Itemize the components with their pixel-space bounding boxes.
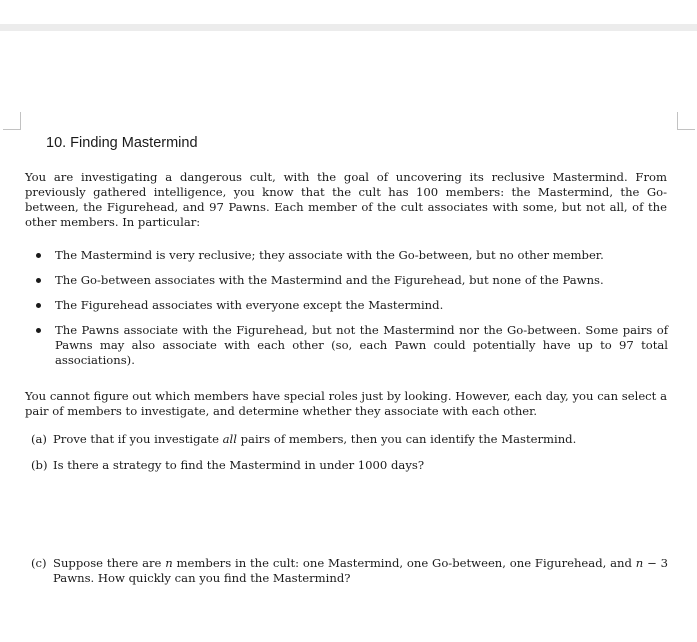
bullet-text: The Pawns associate with the Figurehead, but not the Mastermind nor the Go-between. Some pairs of Pawns may also associate with each other (so, each Pawn could potentially have up to 97 total associations). bbox=[55, 323, 668, 367]
bullet-text: The Figurehead associates with everyone except the Mastermind. bbox=[55, 298, 444, 312]
question-text-part: members in the cult: one Mastermind, one Go-between, one Figurehead, and bbox=[172, 556, 636, 570]
rules-list bbox=[36, 248, 668, 378]
question-text: Is there a strategy to find the Mastermind in under 1000 days? bbox=[53, 458, 425, 472]
top-strip bbox=[0, 24, 697, 31]
math-variable: n bbox=[635, 556, 644, 570]
investigation-paragraph: You cannot figure out which members have special roles just by looking. However, each day, you can select a pair of members to investigate, and determine whether they associate with each other. bbox=[25, 389, 667, 418]
question-text bbox=[31, 556, 668, 586]
page-corner-mark-right bbox=[677, 112, 695, 130]
question-label: (a) bbox=[31, 432, 47, 446]
question-label: (c) bbox=[31, 556, 47, 570]
bullet-icon bbox=[36, 253, 41, 258]
bullet-text: The Go-between associates with the Mastermind and the Figurehead, but none of the Pawns. bbox=[55, 273, 604, 287]
bullet-text: The Mastermind is very reclusive; they associate with the Go-between, but no other member. bbox=[55, 248, 604, 262]
question-b bbox=[31, 458, 668, 473]
math-variable: n bbox=[165, 556, 173, 570]
list-item bbox=[36, 323, 668, 368]
intro-paragraph: You are investigating a dangerous cult, with the goal of uncovering its reclusive Mastermind. From previously gathered intelligence, you know that the cult has 100 members: the Mastermind, the Go-between, the Figurehead, and 97 Pawns. Each member of the cult associates with some, but not all, of the other members. In particular: bbox=[25, 170, 667, 229]
bullet-icon bbox=[36, 328, 41, 333]
bullet-icon bbox=[36, 278, 41, 283]
problem-heading: 10. Finding Mastermind bbox=[46, 135, 198, 151]
question-c bbox=[31, 556, 668, 586]
question-text-part: − 3 Pawns. How quickly can you find the Mastermind? bbox=[53, 556, 669, 585]
question-text bbox=[31, 432, 668, 447]
question-emphasis: all bbox=[222, 432, 237, 446]
list-item bbox=[36, 248, 668, 263]
question-a bbox=[31, 432, 668, 447]
top-bar bbox=[0, 0, 697, 24]
page-corner-mark-left bbox=[3, 112, 21, 130]
question-text-part: Suppose there are bbox=[53, 556, 166, 570]
question-label: (b) bbox=[31, 458, 48, 472]
list-item bbox=[36, 273, 668, 288]
question-text-start: Prove that if you investigate bbox=[53, 432, 223, 446]
list-item bbox=[36, 298, 668, 313]
bullet-icon bbox=[36, 303, 41, 308]
question-text-end: pairs of members, then you can identify the Mastermind. bbox=[236, 432, 577, 446]
